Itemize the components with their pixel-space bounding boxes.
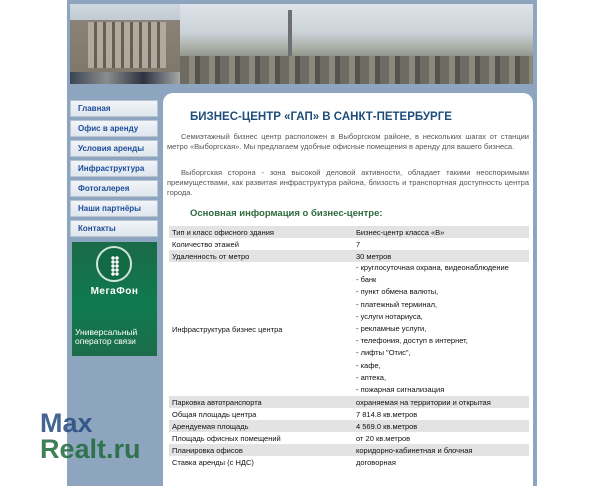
nav-item-photo-gallery[interactable]: Фотогалерея <box>70 180 158 197</box>
table-row: Арендуемая площадь 4 569.0 кв.метров <box>169 420 529 432</box>
sidebar-nav <box>70 100 158 240</box>
infrastructure-list: - круглосуточная охрана, видеонаблюдение - банк - пункт обмена валюты, - платежный терминал, - услуги нотариуса, - рекламные услуги, - телефония, доступ в интернет, - лифты "Отис", - кафе, - аптека, - пожарная сигнализация <box>356 263 509 395</box>
banner-brand: МегаФон <box>90 286 139 297</box>
table-row: Количество этажей 7 <box>172 239 361 249</box>
megafon-ad-banner[interactable] <box>72 242 157 356</box>
table-row: Планировка офисов коридорно-кабинетная и блочная <box>169 444 529 456</box>
table-row: Инфраструктура бизнес центра - круглосуточная охрана, видеонаблюдение - банк - пункт обмена валюты, - платежный терминал, - услуги нотариуса, - рекламные услуги, - телефония, доступ в интернет, - лифты "Отис", - кафе, - аптека, - пожарная сигнализация <box>169 262 529 396</box>
banner-tagline: Универсальный оператор связи <box>75 327 138 346</box>
table-row: Ставка аренды (с НДС) договорная <box>172 457 396 467</box>
nav-item-partners[interactable]: Наши партнёры <box>70 200 158 217</box>
table-row: Общая площадь центра 7 814.8 кв.метров <box>172 409 418 419</box>
table-row: Парковка автотранспорта охраняемая на территории и открытая <box>169 396 529 408</box>
page-title: БИЗНЕС-ЦЕНТР «ГАП» В САНКТ-ПЕТЕРБУРГЕ <box>190 111 452 123</box>
info-table <box>169 226 529 468</box>
maxrealt-watermark: Max Realt.ru <box>40 408 141 464</box>
nav-item-rent-terms[interactable]: Условия аренды <box>70 140 158 157</box>
table-row: Площадь офисных помещений от 20 кв.метров <box>172 433 411 443</box>
nav-item-contacts[interactable]: Контакты <box>70 220 158 237</box>
nav-item-home[interactable]: Главная <box>70 100 158 117</box>
section-subtitle: Основная информация о бизнес-центре: <box>190 208 383 219</box>
nav-item-office-rent[interactable]: Офис в аренду <box>70 120 158 137</box>
megafon-logo-icon <box>96 246 132 282</box>
intro-paragraph: Семиэтажный бизнес центр расположен в Выборгском районе, в нескольких шагах от станции метро «Выборгская». Мы предлагаем удобные офисные помещения в аренду для вашего бизнеса. <box>167 132 529 151</box>
header-banner-photo <box>70 4 533 84</box>
table-row: Удаленность от метро 30 метров <box>169 250 529 262</box>
city-panorama-photo <box>180 4 533 84</box>
tv-tower <box>288 10 292 62</box>
building-photo <box>70 4 180 84</box>
nav-item-infrastructure[interactable]: Инфраструктура <box>70 160 158 177</box>
location-paragraph: Выборгская сторона - зона высокой деловой активности, обладает такими неоспоримыми преимуществами, как развитая инфраструктура района, близость и транспортная доступность центра города. <box>167 168 529 197</box>
table-row: Тип и класс офисного здания Бизнес-центр класса «В» <box>169 226 529 238</box>
